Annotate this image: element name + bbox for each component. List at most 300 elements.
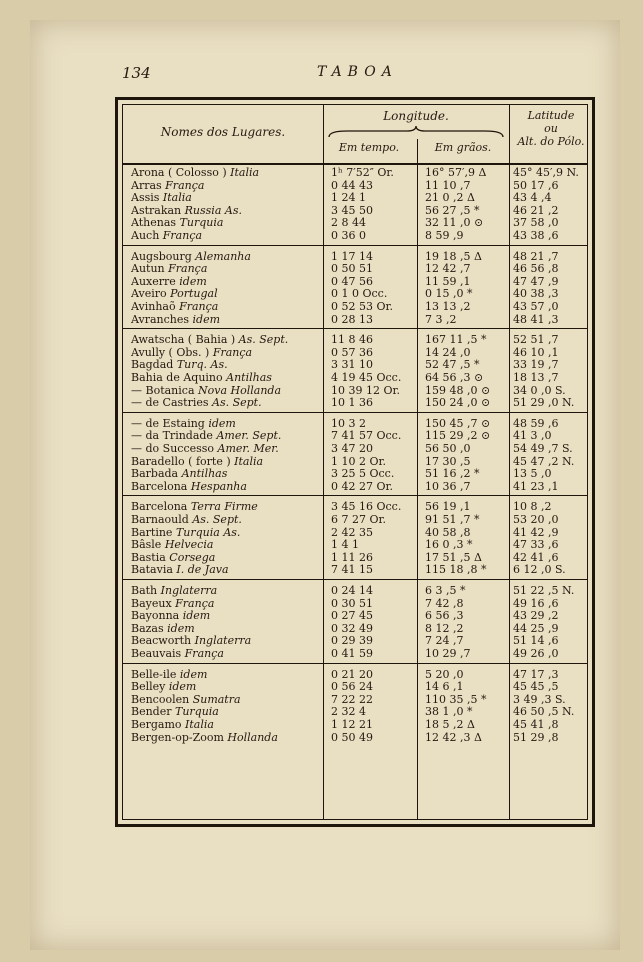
- table-row: [123, 217, 587, 230]
- place-name: [131, 635, 323, 648]
- latitude-line-2: ou: [544, 122, 558, 135]
- country: idem: [179, 275, 207, 288]
- page-number: 134: [122, 64, 151, 82]
- longitude-time: 0 56 24: [331, 681, 373, 694]
- longitude-degrees: 17 51 ,5 Δ: [425, 551, 482, 564]
- latitude: 48 41 ,3: [513, 313, 559, 326]
- longitude-time: 1 17 14: [331, 250, 373, 263]
- table-row: [123, 669, 587, 682]
- country: Turquia: [174, 706, 219, 719]
- longitude-degrees: 115 18 ,8 *: [425, 564, 487, 577]
- country: Turquia As.: [175, 526, 241, 539]
- table-row: [123, 288, 587, 301]
- table-row: [123, 501, 587, 514]
- country: Turquia: [179, 217, 224, 230]
- table-row: [123, 552, 587, 565]
- longitude-time: 2 8 44: [331, 217, 366, 230]
- place-name: [131, 468, 323, 481]
- latitude: 3 49 ,3 S.: [513, 693, 566, 706]
- place-name: [131, 681, 323, 694]
- longitude-degrees: 32 11 ,0 ⊙: [425, 217, 484, 230]
- table-row: [123, 443, 587, 456]
- longitude-degrees: 150 45 ,7 ⊙: [425, 417, 491, 430]
- place: Bastia: [131, 551, 170, 564]
- table-row: [123, 385, 587, 398]
- longitude-degrees: 51 16 ,2 *: [425, 468, 480, 481]
- place-name: [131, 706, 323, 719]
- longitude-time: 6 7 27 Or.: [331, 514, 387, 526]
- place-name: [131, 456, 323, 469]
- place-name: [131, 217, 323, 230]
- longitude-degrees: 10 29 ,7: [425, 648, 471, 660]
- place-name: [131, 347, 323, 360]
- country: As. Sept.: [238, 334, 289, 347]
- latitude: 54 49 ,7 S.: [513, 443, 573, 455]
- latitude: 45 41 ,8: [513, 719, 559, 731]
- longitude-time: 7 22 22: [331, 693, 373, 706]
- latitude: 50 17 ,6: [513, 179, 559, 192]
- place: Auxerre: [131, 275, 180, 288]
- place: Bayeux: [131, 597, 176, 610]
- latitude: 41 42 ,9: [513, 526, 559, 539]
- longitude-time: 3 47 20: [331, 443, 373, 455]
- country: Hollanda: [227, 731, 278, 744]
- place: Avranches: [131, 313, 193, 326]
- country: Amer. Mer.: [217, 443, 279, 455]
- table-row: [123, 418, 587, 431]
- longitude-time: 3 31 10: [331, 359, 373, 372]
- place: Augsbourg: [131, 250, 196, 263]
- place-name: [131, 251, 323, 264]
- place: Belley: [131, 681, 169, 694]
- longitude-degrees: 17 30 ,5: [425, 455, 471, 468]
- longitude-degrees: 91 51 ,7 *: [425, 514, 480, 526]
- longitude-degrees: 10 36 ,7: [425, 480, 471, 493]
- place: Bagdad: [131, 359, 177, 372]
- longitude-degrees: 14 24 ,0: [425, 346, 471, 359]
- group-separator: [123, 495, 587, 496]
- latitude: 51 29 ,8: [513, 731, 559, 744]
- place: Barbada: [131, 468, 182, 481]
- latitude: 47 47 ,9: [513, 275, 559, 288]
- country: França: [212, 346, 253, 359]
- latitude-line-1: Latitude: [527, 109, 575, 122]
- country: Italia: [230, 167, 260, 179]
- longitude-degrees: 12 42 ,7: [425, 263, 471, 276]
- place: — de Castries: [131, 397, 213, 410]
- table-row: [123, 598, 587, 611]
- country: França: [165, 179, 205, 192]
- latitude: 41 23 ,1: [513, 480, 559, 493]
- latitude: 53 20 ,0: [513, 514, 559, 526]
- longitude-degrees: 6 56 ,3: [425, 610, 464, 623]
- table-row: [123, 694, 587, 707]
- longitude-degrees: 14 6 ,1: [425, 681, 464, 694]
- place: Bayonna: [131, 610, 183, 623]
- place: Avinhaõ: [131, 301, 180, 313]
- country: idem: [167, 622, 195, 635]
- place-name: [131, 514, 323, 527]
- latitude: 48 21 ,7: [513, 250, 559, 263]
- place: Bahia de Aquino: [131, 372, 227, 384]
- latitude: 46 56 ,8: [513, 263, 559, 276]
- latitude-line-3: Alt. do Pólo.: [517, 135, 585, 148]
- place-name: [131, 481, 323, 494]
- place-name: [131, 372, 323, 385]
- country: Turq. As.: [176, 359, 228, 372]
- latitude: 43 38 ,6: [513, 230, 559, 242]
- latitude: 47 17 ,3: [513, 668, 559, 681]
- country: As. Sept.: [212, 397, 262, 410]
- column-header-names: Nomes dos Lugares.: [160, 125, 286, 139]
- latitude: 44 25 ,9: [513, 622, 559, 635]
- place-name: [131, 192, 323, 205]
- table-row: [123, 230, 587, 243]
- latitude: 10 8 ,2: [513, 501, 552, 514]
- place: Awatscha ( Bahia ): [131, 334, 239, 347]
- country: Helvecia: [164, 539, 214, 552]
- latitude: 46 50 ,5 N.: [513, 706, 575, 719]
- longitude-time: 0 32 49: [331, 622, 373, 635]
- longitude-degrees: 18 5 ,2 Δ: [425, 719, 475, 731]
- table-row: [123, 539, 587, 552]
- longitude-time: 0 28 13: [331, 313, 373, 326]
- longitude-time: 10 39 12 Or.: [331, 384, 401, 397]
- longitude-time: 0 24 14: [331, 585, 373, 597]
- place-name: [131, 430, 323, 443]
- country: Portugal: [170, 288, 218, 301]
- table-row: [123, 719, 587, 732]
- longitude-degrees: 56 50 ,0: [425, 443, 471, 455]
- longitude-time: 0 30 51: [331, 597, 373, 610]
- country: Italia: [234, 455, 264, 468]
- place-name: [131, 397, 323, 410]
- place-name: [131, 167, 323, 180]
- longitude-time: 0 47 56: [331, 275, 373, 288]
- longitude-degrees: 56 27 ,5 *: [425, 204, 480, 217]
- longitude-degrees: 16 0 ,3 *: [425, 539, 473, 552]
- latitude: 49 26 ,0: [513, 648, 559, 660]
- country: Antilhas: [226, 372, 272, 384]
- place: Barcelona: [131, 501, 191, 514]
- place: — de Estaing: [131, 417, 209, 430]
- table-row: [123, 514, 587, 527]
- longitude-degrees: 7 24 ,7: [425, 635, 464, 648]
- latitude: 42 41 ,6: [513, 551, 559, 564]
- country: Hespanha: [190, 480, 247, 493]
- brace-icon: [327, 125, 505, 139]
- table-row: [123, 564, 587, 577]
- longitude-time: 0 1 0 Occ.: [331, 288, 388, 301]
- table-row: [123, 314, 587, 327]
- place-name: [131, 334, 323, 347]
- place: Avully ( Obs. ): [131, 346, 213, 359]
- longitude-degrees: 150 24 ,0 ⊙: [425, 397, 491, 410]
- place: Arras: [131, 179, 166, 192]
- longitude-degrees: 167 11 ,5 *: [425, 334, 487, 347]
- longitude-degrees: 12 42 ,3 Δ: [425, 731, 482, 744]
- country: Antilhas: [181, 468, 228, 481]
- place-name: [131, 669, 323, 682]
- column-header-tempo: Em tempo.: [338, 141, 400, 154]
- place: Belle-ile: [131, 668, 180, 681]
- place: — Botanica: [131, 384, 198, 397]
- longitude-degrees: 19 18 ,5 Δ: [425, 250, 482, 263]
- place-name: [131, 314, 323, 327]
- place-name: [131, 263, 323, 276]
- longitude-degrees: 7 3 ,2: [425, 313, 457, 326]
- group-separator: [123, 328, 587, 329]
- longitude-time: 0 44 43: [331, 179, 373, 192]
- table-row: [123, 347, 587, 360]
- latitude: 45 45 ,5: [513, 681, 559, 694]
- table-row: [123, 301, 587, 314]
- longitude-time: 7 41 57 Occ.: [331, 430, 402, 443]
- place: Bartine: [131, 526, 176, 539]
- longitude-time: 7 41 15: [331, 564, 373, 577]
- country: França: [175, 597, 215, 610]
- table-row: [123, 732, 587, 745]
- table-row: [123, 623, 587, 636]
- latitude: 46 21 ,2: [513, 204, 559, 217]
- latitude: 52 51 ,7: [513, 334, 559, 347]
- longitude-time: 4 19 45 Occ.: [331, 372, 402, 384]
- longitude-time: 3 45 16 Occ.: [331, 501, 402, 514]
- place: Bender: [131, 706, 175, 719]
- place: Athenas: [131, 217, 180, 230]
- table-row: [123, 585, 587, 598]
- longitude-time: 10 3 2: [331, 417, 366, 430]
- country: Inglaterra: [194, 635, 252, 648]
- place-name: [131, 180, 323, 193]
- place: Aveiro: [131, 288, 171, 301]
- table-row: [123, 481, 587, 494]
- longitude-time: 3 45 50: [331, 204, 373, 217]
- longitude-degrees: 40 58 ,8: [425, 526, 471, 539]
- place: Beacworth: [131, 635, 195, 648]
- country: Alemanha: [195, 250, 251, 263]
- country: Russia As.: [184, 204, 242, 217]
- country: França: [162, 230, 203, 242]
- table-frame: [115, 97, 595, 827]
- table-row: [123, 468, 587, 481]
- country: França: [184, 648, 224, 660]
- place: Assis: [131, 192, 163, 205]
- place: Auch: [131, 230, 163, 242]
- place-name: [131, 230, 323, 243]
- column-header-longitude: Longitude.: [383, 109, 449, 123]
- latitude: 48 59 ,6: [513, 417, 559, 430]
- latitude: 40 38 ,3: [513, 288, 559, 301]
- table-row: [123, 263, 587, 276]
- table-row: [123, 430, 587, 443]
- latitude: 34 0 ,0 S.: [513, 384, 566, 397]
- group-separator: [123, 663, 587, 664]
- place-name: [131, 418, 323, 431]
- table-header: [123, 105, 587, 165]
- country: I. de Java: [176, 564, 229, 577]
- place-name: [131, 610, 323, 623]
- longitude-degrees: 6 3 ,5 *: [425, 585, 466, 597]
- place-name: [131, 385, 323, 398]
- longitude-time: 1ʰ 7′52″ Or.: [331, 167, 394, 179]
- latitude: 43 4 ,4: [513, 192, 552, 205]
- place: — do Successo: [131, 443, 218, 455]
- table-row: [123, 167, 587, 180]
- latitude: 49 16 ,6: [513, 597, 559, 610]
- longitude-time: 0 27 45: [331, 610, 373, 623]
- country: idem: [182, 610, 211, 623]
- place-name: [131, 598, 323, 611]
- country: Italia: [185, 719, 214, 731]
- longitude-degrees: 16° 57′,9 Δ: [425, 167, 487, 179]
- longitude-time: 1 4 1: [331, 539, 359, 552]
- longitude-time: 0 21 20: [331, 668, 373, 681]
- table-row: [123, 610, 587, 623]
- data-table: [122, 104, 588, 820]
- latitude: 45 47 ,2 N.: [513, 455, 575, 468]
- country: Corsega: [169, 551, 216, 564]
- longitude-degrees: 0 15 ,0 *: [425, 288, 473, 301]
- place-name: [131, 205, 323, 218]
- group-separator: [123, 579, 587, 580]
- country: As. Sept.: [192, 514, 242, 526]
- table-row: [123, 527, 587, 540]
- longitude-time: 1 24 1: [331, 192, 366, 205]
- place: Autun: [131, 263, 169, 276]
- longitude-degrees: 52 47 ,5 *: [425, 359, 480, 372]
- place-name: [131, 288, 323, 301]
- longitude-time: 3 25 5 Occ.: [331, 468, 395, 481]
- country: Amer. Sept.: [216, 430, 282, 443]
- latitude: 51 29 ,0 N.: [513, 397, 575, 410]
- longitude-degrees: 7 42 ,8: [425, 597, 464, 610]
- longitude-time: 0 29 39: [331, 635, 373, 648]
- place: Bergamo: [131, 719, 186, 731]
- latitude: 33 19 ,7: [513, 359, 559, 372]
- table-row: [123, 372, 587, 385]
- place: Baradello ( forte ): [131, 455, 235, 468]
- table-row: [123, 205, 587, 218]
- longitude-degrees: 64 56 ,3 ⊙: [425, 372, 484, 384]
- latitude: 18 13 ,7: [513, 372, 559, 384]
- place: Barcelona: [131, 480, 191, 493]
- place-name: [131, 585, 323, 598]
- longitude-time: 0 57 36: [331, 346, 373, 359]
- longitude-degrees: 159 48 ,0 ⊙: [425, 384, 491, 397]
- place: Barnaould: [131, 514, 193, 526]
- longitude-time: 2 32 4: [331, 706, 366, 719]
- longitude-time: 0 52 53 Or.: [331, 301, 394, 313]
- table-row: [123, 456, 587, 469]
- latitude: 51 14 ,6: [513, 635, 559, 648]
- table-row: [123, 706, 587, 719]
- longitude-degrees: 38 1 ,0 *: [425, 706, 473, 719]
- table-row: [123, 648, 587, 661]
- place-name: [131, 623, 323, 636]
- latitude: 13 5 ,0: [513, 468, 552, 481]
- country: idem: [192, 313, 221, 326]
- place-name: [131, 694, 323, 707]
- table-row: [123, 251, 587, 264]
- longitude-degrees: 5 20 ,0: [425, 668, 464, 681]
- country: Terra Firme: [190, 501, 258, 514]
- place: Bergen-op-Zoom: [131, 731, 228, 744]
- longitude-time: 1 12 21: [331, 719, 373, 731]
- place: Beauvais: [131, 648, 185, 660]
- table-row: [123, 397, 587, 410]
- longitude-degrees: 8 12 ,2: [425, 622, 464, 635]
- longitude-time: 1 10 2 Or.: [331, 455, 387, 468]
- latitude: 41 3 ,0: [513, 430, 552, 443]
- place-name: [131, 443, 323, 456]
- place-name: [131, 719, 323, 732]
- place-name: [131, 648, 323, 661]
- latitude: 45° 45′,9 N.: [513, 167, 579, 179]
- country: idem: [208, 417, 236, 430]
- longitude-time: 0 42 27 Or.: [331, 480, 394, 493]
- latitude: 43 57 ,0: [513, 301, 559, 313]
- running-title: TABOA: [317, 64, 398, 80]
- latitude: 43 29 ,2: [513, 610, 559, 623]
- longitude-time: 11 8 46: [331, 334, 373, 347]
- place: Batavia: [131, 564, 177, 577]
- longitude-degrees: 11 59 ,1: [425, 275, 471, 288]
- page-header: [122, 64, 562, 86]
- longitude-time: 0 50 49: [331, 731, 373, 744]
- latitude: 47 33 ,6: [513, 539, 559, 552]
- place-name: [131, 359, 323, 372]
- place: — da Trindade: [131, 430, 217, 443]
- longitude-time: 1 11 26: [331, 551, 373, 564]
- table-row: [123, 681, 587, 694]
- place: Bencoolen: [131, 693, 193, 706]
- longitude-degrees: 115 29 ,2 ⊙: [425, 430, 491, 443]
- place: Astrakan: [131, 204, 185, 217]
- place-name: [131, 539, 323, 552]
- longitude-degrees: 110 35 ,5 *: [425, 693, 487, 706]
- place: Bazas: [131, 622, 168, 635]
- table-row: [123, 359, 587, 372]
- longitude-degrees: 8 59 ,9: [425, 230, 464, 242]
- country: Inglaterra: [160, 585, 218, 597]
- country: Italia: [162, 192, 192, 205]
- place-name: [131, 527, 323, 540]
- place-name: [131, 301, 323, 314]
- longitude-time: 0 41 59: [331, 648, 373, 660]
- place: Bath: [131, 585, 161, 597]
- longitude-time: 0 36 0: [331, 230, 366, 242]
- table-row: [123, 635, 587, 648]
- latitude: 46 10 ,1: [513, 346, 559, 359]
- place: Arona ( Colosso ): [131, 167, 231, 179]
- country: Nova Hollanda: [198, 384, 282, 397]
- longitude-time: 2 42 35: [331, 526, 373, 539]
- group-separator: [123, 245, 587, 246]
- longitude-degrees: 13 13 ,2: [425, 301, 471, 313]
- country: Sumatra: [192, 693, 241, 706]
- group-separator: [123, 412, 587, 413]
- longitude-time: 0 50 51: [331, 263, 373, 276]
- longitude-degrees: 56 19 ,1: [425, 501, 471, 514]
- place-name: [131, 564, 323, 577]
- country: idem: [179, 668, 208, 681]
- country: França: [179, 301, 219, 313]
- longitude-degrees: 11 10 ,7: [425, 179, 471, 192]
- place-name: [131, 276, 323, 289]
- table-row: [123, 276, 587, 289]
- table-row: [123, 180, 587, 193]
